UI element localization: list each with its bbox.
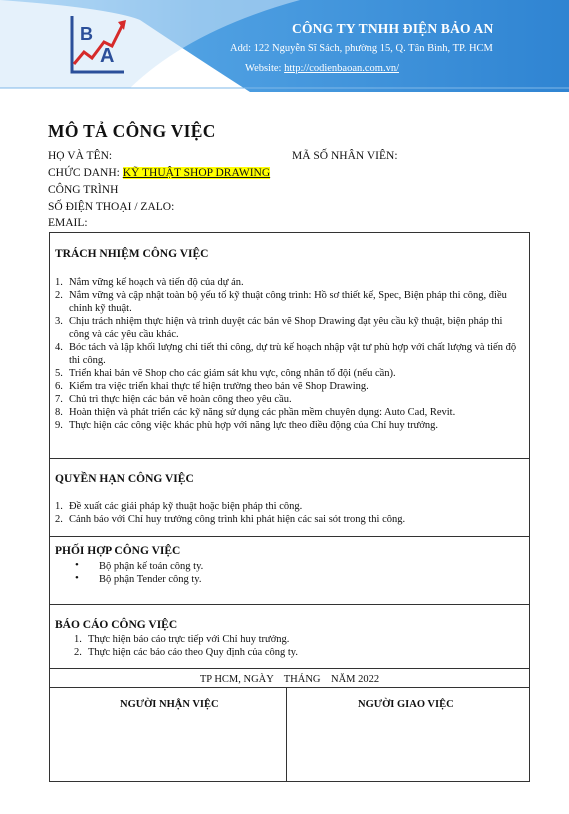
list-item xyxy=(55,367,517,380)
list-item-number: 7. xyxy=(55,394,63,405)
document-title: MÔ TẢ CÔNG VIỆC xyxy=(48,121,216,141)
list-item-number: 2. xyxy=(74,647,82,658)
field-phone: SỐ ĐIỆN THOẠI / ZALO: xyxy=(48,201,175,213)
divider-1 xyxy=(49,458,530,459)
list-item xyxy=(55,380,517,393)
list-item-number: 6. xyxy=(55,381,63,392)
list-item xyxy=(55,419,517,432)
signature-receiver: NGƯỜI NHẬN VIỆC xyxy=(120,699,219,710)
bullet-icon: • xyxy=(75,559,79,571)
list-item xyxy=(74,633,514,646)
list-item-number: 8. xyxy=(55,407,63,418)
table-left-border xyxy=(49,232,50,781)
list-item-text: Hoàn thiện và phát triển các kỹ năng sử dụng các phần mềm chuyên dụng: Auto Cad, Revit. xyxy=(69,407,456,418)
table-bottom-border xyxy=(49,781,530,782)
list-item-number: 2. xyxy=(55,290,63,301)
field-email: EMAIL: xyxy=(48,217,88,229)
list-item-number: 3. xyxy=(55,316,63,327)
section-reporting-title: BÁO CÁO CÔNG VIỆC xyxy=(55,619,178,631)
list-item xyxy=(55,393,517,406)
table-top-border xyxy=(49,232,530,233)
field-project: CÔNG TRÌNH xyxy=(48,184,119,196)
section-authority-title: QUYỀN HẠN CÔNG VIỆC xyxy=(55,473,194,485)
list-item-text: Chủ trì thực hiện các bản vẽ hoàn công theo yêu cầu. xyxy=(69,394,292,405)
list-item-text: Đề xuất các giải pháp kỹ thuật hoặc biện pháp thi công. xyxy=(69,501,303,512)
list-item xyxy=(55,276,517,289)
list-item-number: 1. xyxy=(55,501,63,512)
logo-letter-a: A xyxy=(100,45,115,67)
list-item-text: Cảnh báo với Chỉ huy trưởng công trình khi phát hiện các sai sót trong thi công. xyxy=(69,514,406,525)
section-responsibilities-title: TRÁCH NHIỆM CÔNG VIỆC xyxy=(55,248,209,260)
list-item xyxy=(55,406,517,419)
list-item-number: 5. xyxy=(55,368,63,379)
divider-5 xyxy=(49,687,530,688)
header-banner xyxy=(0,0,569,92)
list-item xyxy=(75,573,515,586)
signature-date-line: TP HCM, NGÀY THÁNG NĂM 2022 xyxy=(199,674,380,685)
field-position xyxy=(48,167,270,179)
list-item-text: Nắm vững và cập nhật toàn bộ yếu tố kỹ thuật công trình: Hồ sơ thiết kế, Spec, Biện pháp thi công, điều chỉnh kỹ thuật. xyxy=(69,290,507,314)
list-item-text: Chịu trách nhiệm thực hiện và trình duyệt các bản vẽ Shop Drawing đạt yêu cầu kỹ thuật, biện pháp thi công và các yêu cầu khác. xyxy=(69,316,503,340)
list-item-number: 1. xyxy=(74,634,82,645)
list-item xyxy=(55,289,517,315)
list-item-text: Kiểm tra việc triển khai thực tế hiện trường theo bản vẽ Shop Drawing. xyxy=(69,381,369,392)
list-item-text: Triển khai bản vẽ Shop cho các giám sát khu vực, công nhân tổ đội (nếu cần). xyxy=(69,368,396,379)
company-logo xyxy=(66,12,128,78)
logo-letter-b: B xyxy=(80,24,93,44)
field-position-value: KỸ THUẬT SHOP DRAWING xyxy=(122,167,271,179)
list-item-text: Bộ phận Tender công ty. xyxy=(99,574,202,585)
divider-3 xyxy=(49,604,530,605)
list-item-number: 2. xyxy=(55,514,63,525)
authority-list xyxy=(55,500,517,526)
bullet-icon: • xyxy=(75,572,79,584)
company-address: Add: 122 Nguyễn Sĩ Sách, phường 15, Q. Tân Bình, TP. HCM xyxy=(230,43,493,54)
list-item xyxy=(75,560,515,573)
field-employee-id: MÃ SỐ NHÂN VIÊN: xyxy=(292,150,398,162)
responsibilities-list xyxy=(55,276,517,432)
signature-divider xyxy=(286,687,287,781)
list-item-text: Thực hiện các báo cáo theo Quy định của công ty. xyxy=(88,647,298,658)
list-item xyxy=(55,513,517,526)
list-item xyxy=(55,341,517,367)
divider-4 xyxy=(49,668,530,669)
list-item-number: 1. xyxy=(55,277,63,288)
website-link[interactable]: http://codienbaoan.com.vn/ xyxy=(284,63,399,74)
list-item xyxy=(55,500,517,513)
list-item-text: Thực hiện báo cáo trực tiếp với Chỉ huy trưởng. xyxy=(88,634,290,645)
list-item-number: 9. xyxy=(55,420,63,431)
website-label: Website: xyxy=(245,63,282,74)
company-name: CÔNG TY TNHH ĐIỆN BẢO AN xyxy=(292,21,494,36)
table-right-border xyxy=(529,232,530,781)
list-item xyxy=(55,315,517,341)
list-item-text: Nắm vững kế hoạch và tiến độ của dự án. xyxy=(69,277,244,288)
list-item-text: Bộ phận kế toán công ty. xyxy=(99,561,204,572)
field-position-label: CHỨC DANH: xyxy=(48,167,120,179)
company-website xyxy=(245,63,399,74)
divider-2 xyxy=(49,536,530,537)
reporting-list xyxy=(74,633,514,659)
list-item-number: 4. xyxy=(55,342,63,353)
field-name: HỌ VÀ TÊN: xyxy=(48,150,113,162)
list-item-text: Thực hiện các công việc khác phù hợp với năng lực theo điều động của Chỉ huy trưởng. xyxy=(69,420,439,431)
section-coordination-title: PHỐI HỢP CÔNG VIỆC xyxy=(55,545,181,557)
list-item-text: Bóc tách và lập khối lượng chi tiết thi công, dự trù kế hoạch nhập vật tư phù hợp với chất lượng và tiến độ thi công. xyxy=(69,342,517,366)
list-item xyxy=(74,646,514,659)
coordination-list xyxy=(75,560,515,586)
signature-assigner: NGƯỜI GIAO VIỆC xyxy=(358,699,454,710)
